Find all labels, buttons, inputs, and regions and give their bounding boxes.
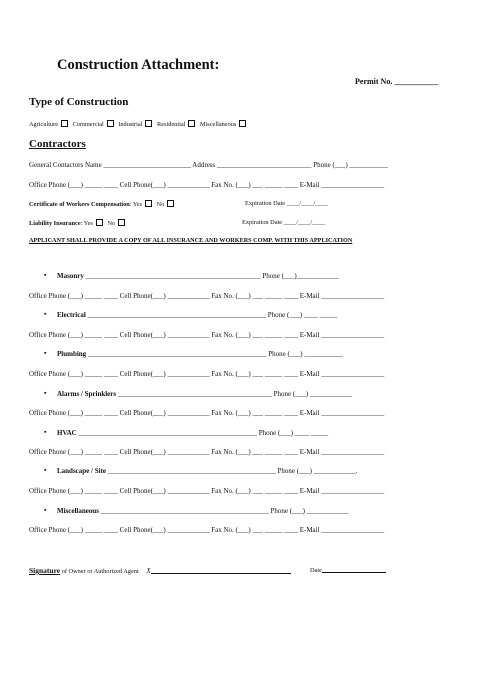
trade-fields: ___________________________________________________ Phone (___) ____ _____ <box>85 311 338 319</box>
miscellaneous-checkbox[interactable] <box>239 120 246 127</box>
bullet-icon: ▪ <box>44 349 47 357</box>
trade-alarms-line[interactable] <box>57 390 352 398</box>
trade-name: Plumbing <box>57 350 87 358</box>
bullet-icon: ▪ <box>44 271 47 279</box>
date-label: Date <box>310 567 322 574</box>
insurance-notice: APPLICANT SHALL PROVIDE A COPY OF ALL INSURANCE AND WORKERS COMP. WITH THIS APPLICATION <box>29 237 353 244</box>
trade-masonry-office-line[interactable]: Office Phone (___) _____ ____ Cell Phone(___) ____________ Fax No. (___) ___ _____ ____ E-Mail __________________ <box>29 292 385 300</box>
general-office-line[interactable]: Office Phone (___) _____ ____ Cell Phone(___) ____________ Fax No. (___) ___ _____ ____ E-Mail __________________ <box>29 181 385 189</box>
date-line[interactable] <box>322 572 386 573</box>
trade-electrical-office-line[interactable]: Office Phone (___) _____ ____ Cell Phone(___) ____________ Fax No. (___) ___ _____ ____ E-Mail __________________ <box>29 331 385 339</box>
yes-label: : Yes <box>80 220 93 227</box>
trade-fields: __________________________________________________ Phone (___)____________ <box>83 272 339 280</box>
trade-fields: ________________________________________________ Phone (___) ____________ <box>99 507 349 515</box>
trade-masonry-line[interactable] <box>57 272 339 280</box>
bullet-icon: ▪ <box>44 310 47 318</box>
trade-electrical-line[interactable] <box>57 311 337 319</box>
industrial-checkbox[interactable] <box>145 120 152 127</box>
type-of-construction-heading: Type of Construction <box>29 96 129 108</box>
trade-hvac-office-line[interactable]: Office Phone (___) _____ ____ Cell Phone(___) ____________ Fax No. (___) ___ _____ ____ E-Mail __________________ <box>29 448 385 456</box>
trade-miscellaneous-line[interactable] <box>57 507 349 515</box>
workers-comp-yes-checkbox[interactable] <box>145 200 152 207</box>
residential-checkbox[interactable] <box>188 120 195 127</box>
liability-row <box>29 219 128 227</box>
workers-comp-row <box>29 200 177 208</box>
option-residential-label: Residential <box>157 121 186 128</box>
signature-label: Signature <box>29 566 61 575</box>
bullet-icon: ▪ <box>44 506 47 514</box>
trade-landscape-line[interactable] <box>57 467 357 475</box>
option-industrial-label: Industrial <box>118 121 143 128</box>
trade-hvac-line[interactable] <box>57 429 328 437</box>
trade-alarms-office-line[interactable]: Office Phone (___) _____ ____ Cell Phone(___) ____________ Fax No. (___) ___ _____ ____ E-Mail __________________ <box>29 409 385 417</box>
workers-comp-label: Certificate of Workers Compensation <box>29 201 130 208</box>
bullet-icon: ▪ <box>44 389 47 397</box>
liability-no-checkbox[interactable] <box>118 219 125 226</box>
agriculture-checkbox[interactable] <box>61 120 68 127</box>
signature-row <box>29 566 291 575</box>
signature-x-mark: X <box>146 567 151 575</box>
trade-name: Masonry <box>57 272 84 280</box>
construction-type-options <box>29 120 249 128</box>
trade-fields: ________________________________________________ Phone (___) ____________. <box>106 467 358 475</box>
contractors-heading: Contractors <box>29 138 86 150</box>
trade-landscape-office-line[interactable]: Office Phone (___) _____ ____ Cell Phone(___) ____________ Fax No. (___) ___ _____ ____ E-Mail __________________ <box>29 487 385 495</box>
permit-number-field[interactable]: Permit No. ___________ <box>355 77 439 86</box>
liability-label: Liability Insurance <box>29 220 81 227</box>
date-row <box>310 567 386 574</box>
no-label: No <box>156 201 165 208</box>
bullet-icon: ▪ <box>44 466 47 474</box>
general-contractor-line[interactable]: General Contactors Name _________________________ Address ___________________________ Phone (___) ___________ <box>29 161 388 169</box>
trade-name: Landscape / Site <box>57 467 107 475</box>
trade-fields: ___________________________________________________ Phone (___) ___________ <box>86 350 343 358</box>
trade-name: Electrical <box>57 311 86 319</box>
trade-name: HVAC <box>57 429 77 437</box>
trade-name: Alarms / Sprinklers <box>57 390 117 398</box>
trade-name: Miscellaneous <box>57 507 99 515</box>
commercial-checkbox[interactable] <box>107 120 114 127</box>
signature-caption: of Owner or Authorized Agent <box>60 568 139 575</box>
option-agriculture-label: Agriculture <box>29 121 59 128</box>
no-label: No <box>107 220 116 227</box>
trade-fields: ____________________________________________ Phone (___) ____________ <box>116 390 352 398</box>
yes-label: : Yes <box>129 201 143 208</box>
signature-line[interactable] <box>151 573 291 574</box>
workers-comp-expiration[interactable]: Expiration Date ____/____/____ <box>245 200 328 207</box>
trade-plumbing-office-line[interactable]: Office Phone (___) _____ ____ Cell Phone(___) ____________ Fax No. (___) ___ _____ ____ E-Mail __________________ <box>29 370 385 378</box>
option-miscellaneous-label: Miscellaneous <box>199 121 237 128</box>
bullet-icon: ▪ <box>44 428 47 436</box>
option-commercial-label: Commercial <box>72 121 104 128</box>
trade-miscellaneous-office-line[interactable]: Office Phone (___) _____ ____ Cell Phone(___) ____________ Fax No. (___) ___ _____ ____ E-Mail __________________ <box>29 526 385 534</box>
liability-yes-checkbox[interactable] <box>96 219 103 226</box>
trade-fields: ___________________________________________________ Phone (___) ____ _____ <box>76 429 329 437</box>
trade-plumbing-line[interactable] <box>57 350 343 358</box>
page-title: Construction Attachment: <box>57 57 220 73</box>
workers-comp-no-checkbox[interactable] <box>167 200 174 207</box>
liability-expiration[interactable]: Expiration Date ____/____/____ <box>242 219 325 226</box>
